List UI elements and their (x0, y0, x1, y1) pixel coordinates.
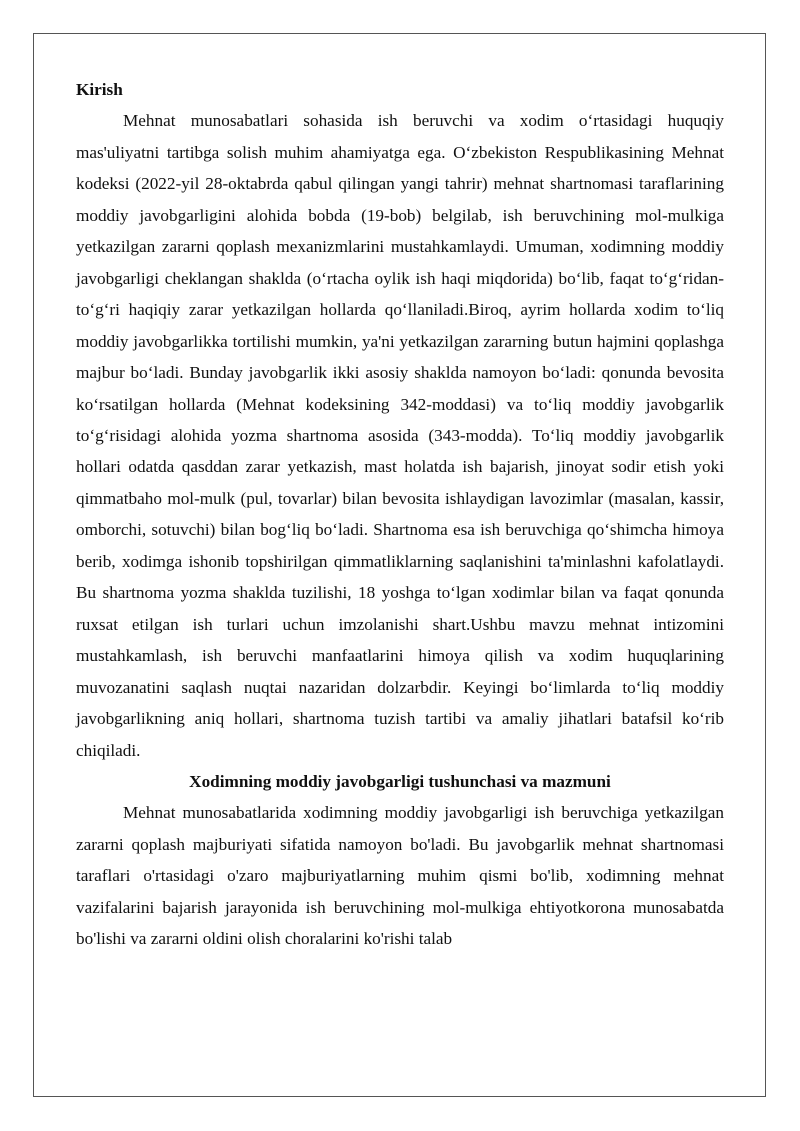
document-body (76, 74, 724, 955)
section-heading-concept: Xodimning moddiy javobgarligi tushunchasi va mazmuni (189, 771, 611, 791)
concept-paragraph: Mehnat munosabatlarida xodimning moddiy javobgarligi ish beruvchiga yetkazilgan zararni qoplash majburiyati sifatida namoyon bo'ladi. Bu javobgarlik mehnat shartnomasi taraflari o'rtasidagi o'zaro majburiyatlarning muhim qismi bo'lib, xodimning mehnat vazifalarini bajarish jarayonida ish beruvchining mol-mulkiga ehtiyotkorona munosabatda bo'lishi va zararni oldini olish choralarini ko'rishi talab (76, 803, 724, 949)
section-heading-kirish: Kirish (76, 80, 123, 99)
intro-paragraph: Mehnat munosabatlari sohasida ish beruvchi va xodim o‘rtasidagi huquqiy mas'uliyatni tartibga solish muhim ahamiyatga ega. O‘zbekiston Respublikasining Mehnat kodeksi (2022-yil 28-oktabrda qabul qilingan yangi tahrir) mehnat shartnomasi taraflarining moddiy javobgarligini alohida bobda (19-bob) belgilab, ish beruvchining mol-mulkiga yetkazilgan zararni qoplash mexanizmlarini mustahkamlaydi. Umuman, xodimning moddiy javobgarligi cheklangan shaklda (o‘rtacha oylik ish haqi miqdorida) bo‘lib, faqat to‘g‘ridan-to‘g‘ri haqiqiy zarar yetkazilgan hollarda qo‘llaniladi.Biroq, ayrim hollarda xodim to‘liq moddiy javobgarlikka tortilishi mumkin, ya'ni yetkazilgan zararning butun hajmini qoplashga majbur bo‘ladi. Bunday javobgarlik ikki asosiy shaklda namoyon bo‘ladi: qonunda bevosita ko‘rsatilgan hollarda (Mehnat kodeksining 342-moddasi) va to‘liq moddiy javobgarlik to‘g‘risidagi alohida yozma shartnoma asosida (343-modda). To‘liq moddiy javobgarlik hollari odatda qasddan zarar yetkazish, mast holatda ish bajarish, jinoyat sodir etish yoki qimmatbaho mol-mulk (pul, tovarlar) bilan bevosita ishlaydigan lavozimlar (masalan, kassir, omborchi, sotuvchi) bilan bog‘liq bo‘ladi. Shartnoma esa ish beruvchiga qo‘shimcha himoya berib, xodimga ishonib topshirilgan qimmatliklarning saqlanishini ta'minlashni kafolatlaydi. Bu shartnoma yozma shaklda tuzilishi, 18 yoshga to‘lgan xodimlar bilan va faqat qonunda ruxsat etilgan ish turlari uchun imzolanishi shart.Ushbu mavzu mehnat intizomini mustahkamlash, ish beruvchi manfaatlarini himoya qilish va xodim huquqlarining muvozanatini saqlash nuqtai nazaridan dolzarbdir. Keyingi bo‘limlarda to‘liq moddiy javobgarlikning aniq hollari, shartnoma tuzish tartibi va amaliy jihatlari batafsil ko‘rib chiqiladi. (76, 111, 724, 760)
